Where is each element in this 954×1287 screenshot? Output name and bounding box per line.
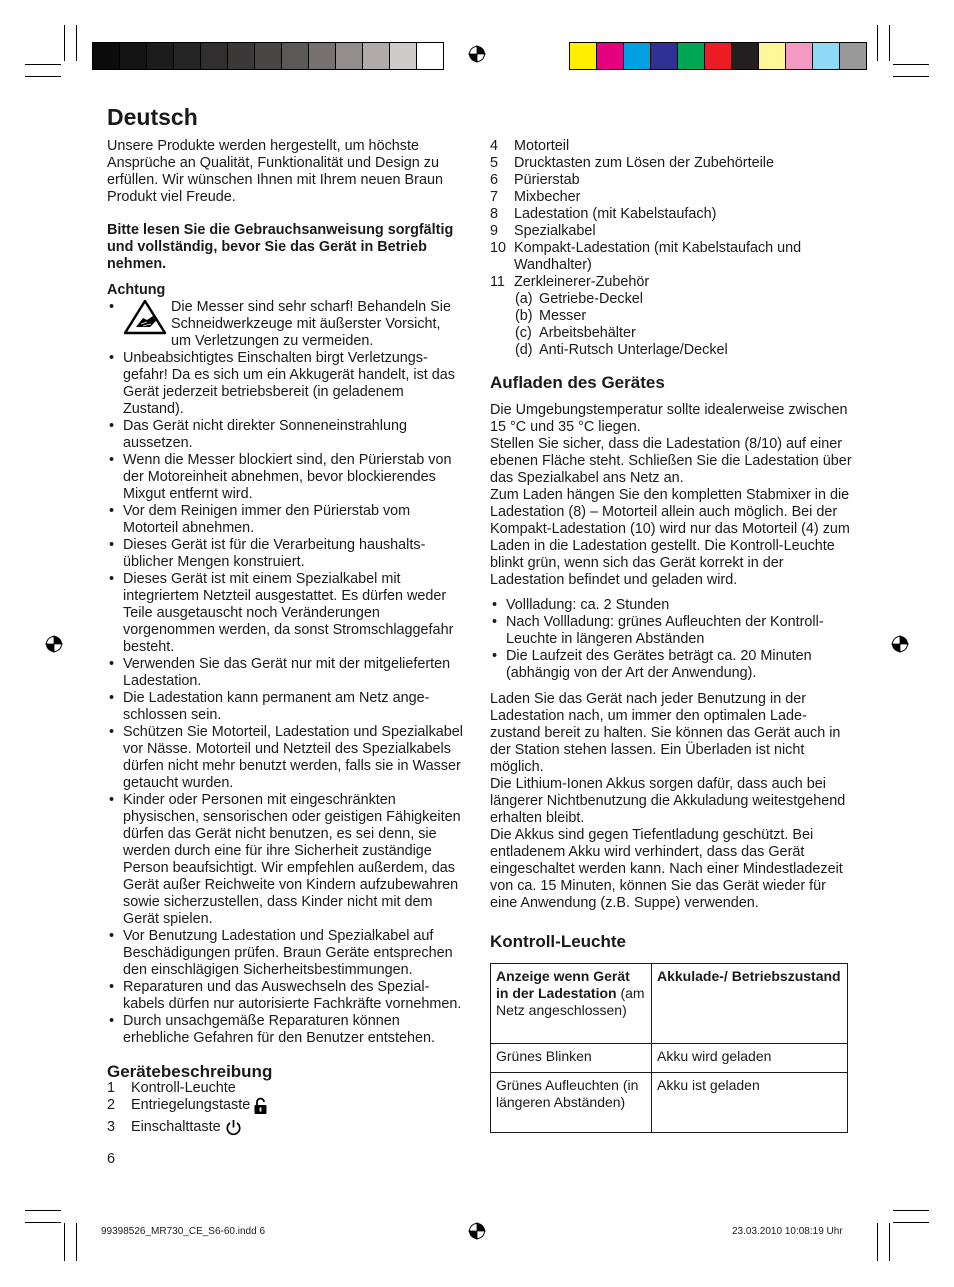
part-label: Spezialkabel	[514, 223, 596, 239]
crop-mark	[25, 1222, 61, 1223]
warning-text: Unbeabsichtigtes Einschalten birgt Verletzungsgefahr! Da es sich um ein Akkugerät handelt, ist das Gerät jederzeit betriebsbereit (in geladenem Zustand).	[123, 350, 455, 417]
control-light-heading: Kontroll-Leuchte	[490, 932, 626, 951]
part-label: Kontroll-Leuchte	[131, 1080, 236, 1096]
crop-mark	[893, 1222, 929, 1223]
color-swatch	[255, 43, 282, 69]
color-swatch	[309, 43, 336, 69]
warning-text: • Die Messer sind sehr scharf! Behandeln Sie Schneidwerkzeuge mit äußerster Vorsicht, um Verletzungen zu vermeiden.	[171, 299, 451, 349]
parts-list-item	[107, 1080, 463, 1097]
parts-list-item	[490, 138, 852, 155]
color-swatch	[786, 43, 813, 69]
crop-mark	[64, 25, 65, 61]
color-swatch	[597, 43, 624, 69]
warning-item	[107, 350, 463, 418]
intro-paragraph: Unsere Produkte werden hergestellt, um höchste Ansprüche an Qualität, Funktionalität und Design zu erfüllen. Wir wünschen Ihnen mit Ihrem neuen Braun Produkt viel Freude.	[107, 138, 443, 205]
footer-file-info: 99398526_MR730_CE_S6-60.indd 6	[101, 1226, 266, 1237]
color-swatch	[570, 43, 597, 69]
warning-text: Reparaturen und das Auswechseln des Spezialkabels dürfen nur autorisierte Fachkräfte vornehmen.	[123, 979, 462, 1012]
registration-mark-icon	[891, 635, 909, 653]
part-number: 11	[490, 274, 505, 290]
sub-part-label: Arbeitsbehälter	[539, 325, 636, 341]
warning-item	[107, 792, 463, 928]
crop-mark	[893, 64, 929, 65]
part-label: Pürierstab	[514, 172, 580, 188]
warning-text: Schützen Sie Motorteil, Ladestation und Spezialkabel vor Nässe. Motorteil und Netzteil des Spezialkabels dürfen nicht mehr benutzt werden, falls sie in Wasser getaucht wurden.	[123, 724, 463, 791]
color-swatch	[840, 43, 866, 69]
color-swatch	[417, 43, 443, 69]
grayscale-color-bar	[92, 42, 444, 70]
crop-mark	[893, 76, 929, 77]
crop-mark	[25, 76, 61, 77]
unlock-icon	[254, 1097, 267, 1119]
part-number: 1	[107, 1080, 116, 1096]
color-swatch	[705, 43, 732, 69]
part-number: 9	[490, 223, 499, 239]
warning-item	[107, 452, 463, 503]
part-number: 5	[490, 155, 499, 171]
table-header-label: Anzeige wenn Gerät in der Ladestation	[496, 968, 630, 1001]
warning-item	[107, 656, 463, 690]
parts-list-item	[490, 206, 852, 223]
charging-bullet: • Die Laufzeit des Gerätes beträgt ca. 20 Minuten (abhängig von der Art der Anwendung).	[490, 648, 852, 682]
color-swatch	[120, 43, 147, 69]
warning-item	[107, 571, 463, 656]
warning-text: Dieses Gerät ist mit einem Spezialkabel mit integriertem Netzteil ausgestattet. Es dürfen weder Teile ausgetauscht noch Veränderungen vorgenommen werden, da sonst Stromschlaggefahr besteht.	[123, 571, 454, 655]
table-cell: Akku wird geladen	[652, 1044, 848, 1073]
parts-list-item	[490, 172, 852, 189]
sub-part-label: Messer	[539, 308, 587, 324]
part-label: Einschalttaste	[131, 1119, 221, 1135]
warning-text: Vor dem Reinigen immer den Pürierstab vom Motorteil abnehmen.	[123, 503, 411, 536]
crop-mark	[76, 1223, 77, 1261]
registration-mark-icon	[468, 1222, 486, 1240]
color-swatch	[678, 43, 705, 69]
part-number: 4	[490, 138, 499, 154]
parts-list-item	[490, 240, 852, 274]
charging-bullet: • Nach Vollladung: grünes Aufleuchten der KontrollLeuchte in längeren Abständen	[490, 614, 852, 648]
color-swatch	[651, 43, 678, 69]
part-number: 7	[490, 189, 499, 205]
crop-mark	[877, 1223, 878, 1261]
table-cell: Grünes Blinken	[491, 1044, 652, 1073]
color-swatch	[147, 43, 174, 69]
table-header-row	[491, 964, 848, 1044]
registration-mark-icon	[45, 635, 63, 653]
parts-list-item	[490, 223, 852, 240]
color-swatch	[624, 43, 651, 69]
crop-mark	[76, 25, 77, 61]
warning-item	[107, 299, 463, 350]
crop-mark	[889, 25, 890, 61]
warning-item	[107, 418, 463, 452]
sub-part-item	[515, 325, 852, 342]
warning-list	[107, 299, 463, 1047]
warning-text: Durch unsachgemäße Reparaturen können erhebliche Gefahren für den Benutzer entstehen.	[123, 1013, 436, 1046]
warning-text: Vor Benutzung Ladestation und Spezialkabel auf Beschädigungen prüfen. Braun Geräte entsprechen den einschlägigen Sicherheitsbestimmungen.	[123, 928, 453, 978]
crop-mark	[889, 1223, 890, 1261]
warning-item	[107, 690, 463, 724]
color-swatch	[282, 43, 309, 69]
table-header-cell: Akkulade-/ Betriebszustand	[652, 964, 848, 1044]
table-cell: Akku ist geladen	[652, 1073, 848, 1133]
sub-part-letter: (a)	[515, 291, 533, 307]
color-swatch	[363, 43, 390, 69]
warning-item	[107, 503, 463, 537]
parts-list-item	[107, 1119, 463, 1141]
warning-text: Wenn die Messer blockiert sind, den Pürierstab von der Motoreinheit abnehmen, bevor blockierendes Mixgut entfernt wird.	[123, 452, 452, 502]
warning-item	[107, 1013, 463, 1047]
sub-part-item	[515, 308, 852, 325]
crop-mark	[893, 1210, 929, 1211]
part-label: Mixbecher	[514, 189, 581, 205]
part-label: Motorteil	[514, 138, 570, 154]
table-header-sublabel: (am Netz angeschlossen)	[496, 985, 645, 1018]
warning-item	[107, 979, 463, 1013]
parts-list-item	[490, 155, 852, 172]
parts-list-left	[107, 1080, 463, 1141]
color-swatch	[759, 43, 786, 69]
charging-bullet-list	[490, 597, 852, 682]
warning-item	[107, 928, 463, 979]
part-label: Zerkleinerer-Zubehör	[514, 274, 650, 290]
color-swatch	[93, 43, 120, 69]
charging-heading: Aufladen des Gerätes	[490, 373, 665, 392]
part-number: 2	[107, 1097, 116, 1113]
warning-item	[107, 724, 463, 792]
charging-paragraph: Die Umgebungstemperatur sollte idealerweise zwischen 15 °C und 35 °C liegen. Stellen Sie sicher, dass die Ladestation (8/10) auf einer ebenen Fläche steht. Schließen Sie die Ladestation über das Spezialkabel ans Netz an. Zum Laden hängen Sie den kompletten Stabmixer in die Ladestation (8) – Motorteil allein auch möglich. Bei der Kompakt-Ladestation (10) wird nur das Motorteil (4) zum Laden in die Ladestation gestellt. Die Kontroll-Leuchte blinkt grün, wenn sich das Gerät korrekt in der Ladestation befindet und geladen wird.	[490, 402, 852, 588]
color-swatch	[813, 43, 840, 69]
part-number: 6	[490, 172, 499, 188]
read-notice: Bitte lesen Sie die Gebrauchsanweisung sorgfältig und vollständig, bevor Sie das Gerät in Betrieb nehmen.	[107, 222, 454, 272]
table-row	[491, 1044, 848, 1073]
warning-text: Dieses Gerät ist für die Verarbeitung haushaltsüblicher Mengen konstruiert.	[123, 537, 426, 570]
page-title: Deutsch	[107, 104, 198, 130]
sub-part-label: Anti-Rutsch Unterlage/Deckel	[539, 342, 728, 358]
sub-part-letter: (b)	[515, 308, 533, 324]
sharp-blade-warning-icon	[123, 299, 167, 335]
left-column	[107, 138, 463, 1168]
crop-mark	[25, 64, 61, 65]
color-swatch	[732, 43, 759, 69]
parts-list-item	[107, 1097, 463, 1119]
parts-list-item	[490, 274, 852, 291]
color-swatch	[201, 43, 228, 69]
crop-mark	[64, 1223, 65, 1261]
warning-text: Die Ladestation kann permanent am Netz angeschlossen sein.	[123, 690, 430, 723]
sub-part-item	[515, 291, 852, 308]
sub-parts-list	[490, 291, 852, 359]
page-number: 6	[107, 1151, 116, 1167]
crop-mark	[877, 25, 878, 61]
control-light-table	[490, 963, 848, 1133]
part-label: Kompakt-Ladestation (mit Kabelstaufach und Wandhalter)	[514, 240, 802, 273]
process-color-bar	[569, 42, 867, 70]
achtung-heading: Achtung	[107, 282, 166, 298]
warning-text: Verwenden Sie das Gerät nur mit der mitgelieferten Ladestation.	[123, 656, 451, 689]
table-row	[491, 1073, 848, 1133]
warning-item	[107, 537, 463, 571]
sub-part-letter: (c)	[515, 325, 532, 341]
part-number: 3	[107, 1119, 116, 1135]
part-label: Drucktasten zum Lösen der Zubehörteile	[514, 155, 774, 171]
color-swatch	[336, 43, 363, 69]
warning-text: Kinder oder Personen mit eingeschränkten physischen, sensorischen oder geistigen Fähigkeiten dürfen das Gerät nicht benutzen, es sei denn, sie werden durch eine für ihre Sicherheit zuständige Person beaufsichtigt. Wir empfehlen außerdem, das Gerät außer Reichweite von Kindern aufzubewahren sowie sicherzustellen, dass Kinder nicht mit dem Gerät spielen.	[123, 792, 461, 927]
right-column	[490, 138, 852, 1133]
charging-paragraph-2: Laden Sie das Gerät nach jeder Benutzung in der Ladestation nach, um immer den optimalen Ladezustand bereit zu halten. Sie können das Gerät auch in der Station stehen lassen. Ein Überladen ist nicht möglich. Die Lithium-Ionen Akkus sorgen dafür, dass auch bei längerer Nichtbenutzung die Akkuladung weitestgehend erhalten bleibt. Die Akkus sind gegen Tiefentladung geschützt. Bei entladenem Akku wird verhindert, dass das Gerät eingeschaltet werden kann. Nach einer Mindestladezeit von ca. 15 Minuten, können Sie das Gerät wieder für eine Anwendung (z.B. Suppe) verwenden.	[490, 691, 846, 911]
part-label: Ladestation (mit Kabelstaufach)	[514, 206, 717, 222]
color-swatch	[228, 43, 255, 69]
power-icon	[225, 1119, 242, 1141]
part-number: 10	[490, 240, 507, 256]
crop-mark	[25, 1210, 61, 1211]
charging-bullet: • Vollladung: ca. 2 Stunden	[490, 597, 852, 614]
warning-text: Das Gerät nicht direkter Sonneneinstrahlung aussetzen.	[123, 418, 407, 451]
color-swatch	[174, 43, 201, 69]
warning-with-icon	[123, 299, 463, 350]
part-number: 8	[490, 206, 499, 222]
footer-timestamp: 23.03.2010 10:08:19 Uhr	[732, 1226, 843, 1237]
table-header-cell	[491, 964, 652, 1044]
sub-part-item	[515, 342, 852, 359]
registration-mark-icon	[468, 45, 486, 63]
parts-list-right	[490, 138, 852, 291]
description-heading: Gerätebeschreibung	[107, 1062, 273, 1081]
color-swatch	[390, 43, 417, 69]
table-cell: Grünes Aufleuchten (in längeren Abständen)	[491, 1073, 652, 1133]
part-label: Entriegelungstaste	[131, 1097, 251, 1113]
sub-part-letter: (d)	[515, 342, 533, 358]
parts-list-item	[490, 189, 852, 206]
sub-part-label: Getriebe-Deckel	[539, 291, 643, 307]
